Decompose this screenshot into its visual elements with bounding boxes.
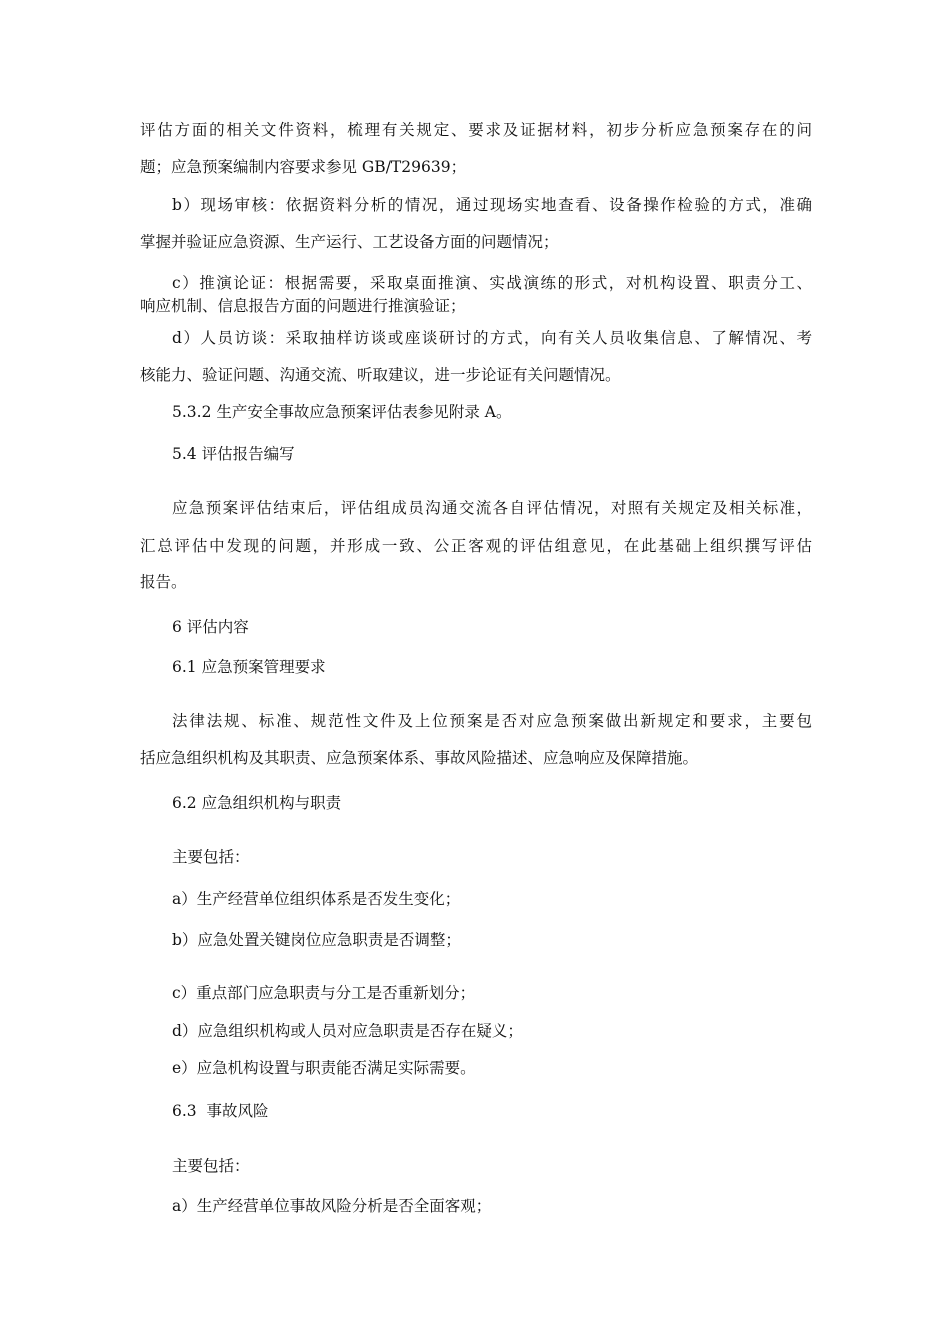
list-item: b）应急处置关键岗位应急职责是否调整； [172,931,461,949]
heading-6-1: 6.1 应急预案管理要求 [172,658,326,676]
list-item: d）应急组织机构或人员对应急职责是否存在疑义； [172,1022,523,1040]
paragraph-line: 响应机制、信息报告方面的问题进行推演验证； [140,297,466,315]
list-item-c: c）推演论证：根据需要，采取桌面推演、实战演练的形式，对机构设置、职责分工、 [172,274,812,292]
paragraph-line: 报告。 [140,573,187,591]
list-item: e）应急机构设置与职责能否满足实际需要。 [172,1059,476,1077]
heading-6-3: 6.3 事故风险 [172,1102,269,1120]
paragraph-line: 核能力、验证问题、沟通交流、听取建议，进一步论证有关问题情况。 [140,366,621,384]
paragraph-line: 题；应急预案编制内容要求参见 GB/T29639； [140,158,467,176]
paragraph-line: 括应急组织机构及其职责、应急预案体系、事故风险描述、应急响应及保障措施。 [140,749,699,767]
paragraph-line: 评估方面的相关文件资料，梳理有关规定、要求及证据材料，初步分析应急预案存在的问 [140,121,812,139]
clause-5-3-2: 5.3.2 生产安全事故应急预案评估表参见附录 A。 [172,403,512,421]
paragraph-line: 应急预案评估结束后，评估组成员沟通交流各自评估情况，对照有关规定及相关标准， [172,499,812,517]
heading-6: 6 评估内容 [172,618,249,636]
list-item: a）生产经营单位组织体系是否发生变化； [172,890,461,908]
paragraph-line: 法律法规、标准、规范性文件及上位预案是否对应急预案做出新规定和要求，主要包 [172,712,812,730]
heading-5-4: 5.4 评估报告编写 [172,445,295,463]
paragraph-line: 主要包括： [172,1157,250,1175]
list-item: c）重点部门应急职责与分工是否重新划分； [172,984,476,1002]
list-item-d: d）人员访谈：采取抽样访谈或座谈研讨的方式，向有关人员收集信息、了解情况、考 [172,329,812,347]
list-item-b: b）现场审核：依据资料分析的情况，通过现场实地查看、设备操作检验的方式，准确 [172,196,812,214]
heading-6-2: 6.2 应急组织机构与职责 [172,794,342,812]
list-item: a）生产经营单位事故风险分析是否全面客观； [172,1197,492,1215]
paragraph-line: 掌握并验证应急资源、生产运行、工艺设备方面的问题情况； [140,233,559,251]
paragraph-line: 汇总评估中发现的问题，并形成一致、公正客观的评估组意见，在此基础上组织撰写评估 [140,537,812,555]
paragraph-line: 主要包括： [172,848,250,866]
